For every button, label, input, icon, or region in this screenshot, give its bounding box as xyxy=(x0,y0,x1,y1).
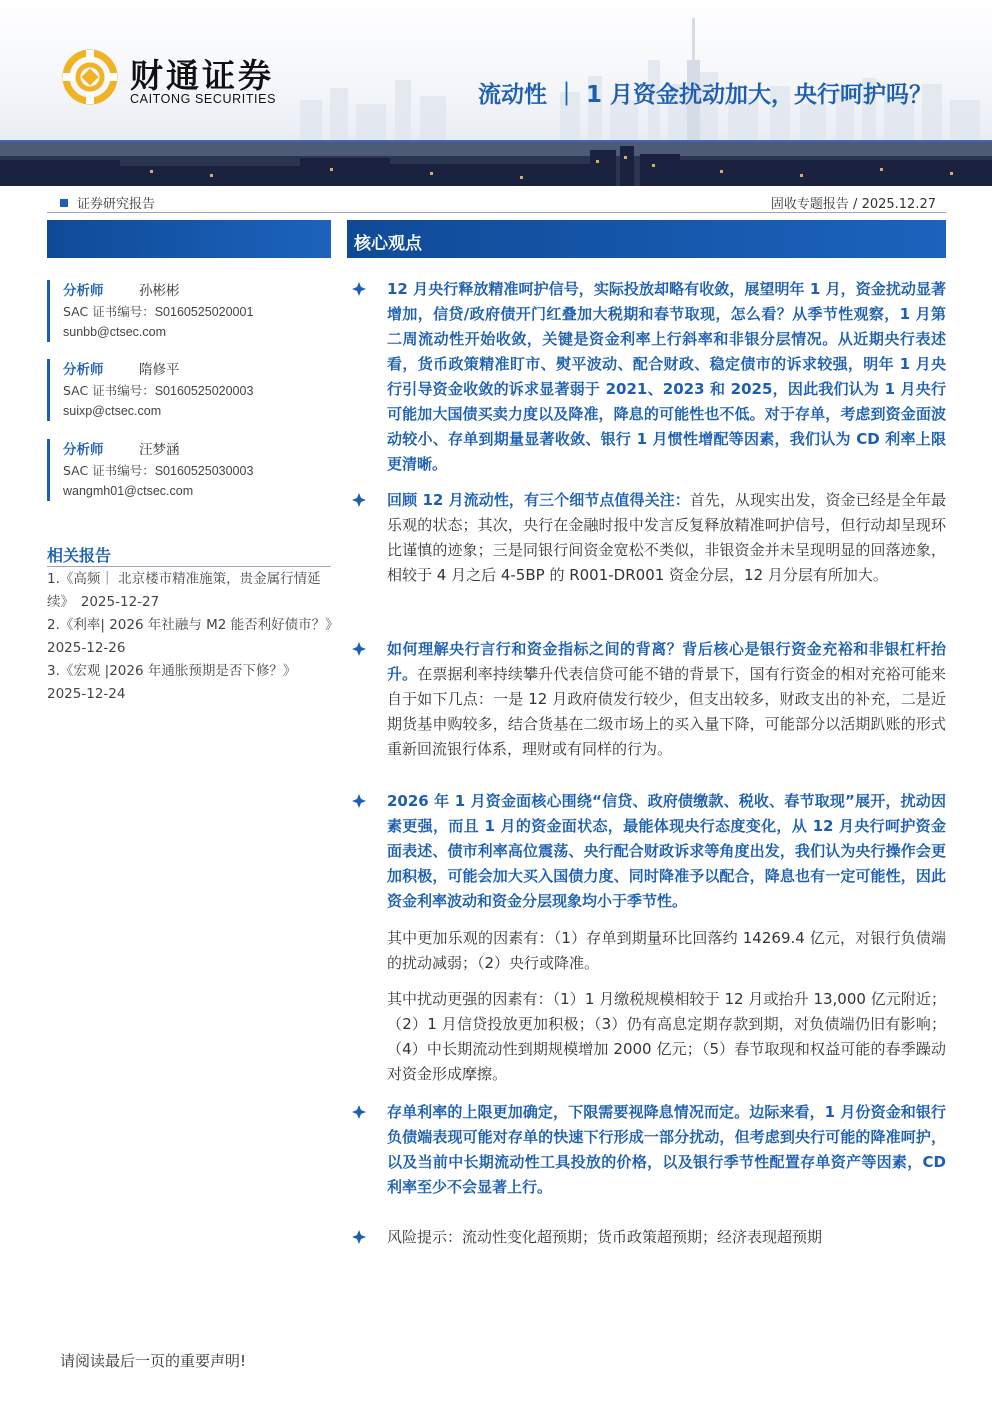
analyst-sac-label: SAC 证书编号： xyxy=(63,304,155,319)
risk-warning-bullet xyxy=(351,1225,946,1250)
analyst-sac-number: S0160525030003 xyxy=(154,464,254,478)
related-reports-title: 相关报告 xyxy=(47,546,112,565)
bullet-text: 存单利率的上限更加确定，下限需要视降息情况而定。边际来看，1 月份资金和银行负债端表现可能对存单的快速下行形成一部分扰动，但考虑到央行可能的降准呵护，以及当前中长期流动性工具投放的价格，以及银行季节性配置存单资产等因素，CD 利率至少不会显著上行。 xyxy=(387,1103,946,1196)
logo-text-en: CAITONG SECURITIES xyxy=(130,92,277,106)
analyst-name: 汪梦涵 xyxy=(139,442,180,458)
analyst-email[interactable]: wangmh01@ctsec.com xyxy=(63,484,194,498)
diamond-bullet-icon xyxy=(351,1229,367,1245)
related-reports-divider xyxy=(47,566,331,567)
related-report-link[interactable]: 2.《利率| 2026 年社融与 M2 能否利好债市？》 2025-12-26 xyxy=(47,617,346,656)
diamond-bullet-icon xyxy=(351,1104,367,1120)
risk-warning-text: 风险提示：流动性变化超预期；货币政策超预期；经济表现超预期 xyxy=(387,1228,823,1246)
bullet-bold-lead: 回顾 12 月流动性，有三个细节点值得关注： xyxy=(387,491,690,509)
analyst-email[interactable]: sunbb@ctsec.com xyxy=(63,325,167,339)
core-view-bullet xyxy=(351,488,946,588)
analyst-sac-number: S0160525020003 xyxy=(154,384,254,398)
diamond-bullet-icon xyxy=(351,281,367,297)
core-views-banner xyxy=(347,220,946,258)
bullet-bold-lead: 如何理解央行言行和资金指标之间的背离？背后核心是银行资金充裕和非银杠杆抬升。 xyxy=(387,640,946,683)
bullet-text: 12 月央行释放精准呵护信号，实际投放却略有收敛，展望明年 1 月，资金扰动显著增加，信贷/政府债开门红叠加大税期和春节取现，怎么看？从季节性观察，1 月第二周流动性开始收敛，关键是资金利率上行斜率和非银分层情况。从近期央行表述看，货币政策精准盯市、熨平波动、配合财政、稳定债市的诉求较强，明年 1 月央行引导资金收敛的诉求显著弱于 2021、2023 和 2025，因此我们认为 1 月央行可能加大国债买卖力度以及降准，降息的可能性也不低。对于存单，考虑到资金面波动较小、存单到期量显著收敛、银行 1 月惯性增配等因素，我们认为 CD 利率上限更清晰。 xyxy=(387,280,946,473)
analyst-sac-label: SAC 证书编号： xyxy=(63,383,155,398)
core-view-bullet xyxy=(351,637,946,762)
disclaimer-note: 请阅读最后一页的重要声明! xyxy=(60,1352,247,1370)
bullet-body: 在票据利率持续攀升代表信贷可能不错的背景下，国有行资金的相对充裕可能来自于如下几点：一是 12 月政府债发行较少，但支出较多，财政支出的补充，二是近期货基申购较多，结合货基在二级市场上的买入量下降，可能部分以活期趴账的形式重新回流银行体系，理财或有同样的行为。 xyxy=(387,665,946,758)
report-type-label xyxy=(60,193,155,212)
related-report-link[interactable]: 3.《宏观 |2026 年通胀预期是否下修？》 2025-12-24 xyxy=(47,663,297,702)
report-category-date: 固收专题报告 / 2025.12.27 xyxy=(770,197,936,212)
diamond-bullet-icon xyxy=(351,793,367,809)
optimistic-factors-paragraph: 其中更加乐观的因素有：（1）存单到期量环比回落约 14269.4 亿元，对银行负债端的扰动减弱；（2）央行或降准。 xyxy=(387,929,946,972)
page-header xyxy=(0,0,992,186)
bullet-text xyxy=(387,488,946,588)
square-bullet-icon xyxy=(60,199,68,207)
analyst-email[interactable]: suixp@ctsec.com xyxy=(63,404,162,418)
company-logo[interactable] xyxy=(62,44,302,114)
analyst-name: 孙彬彬 xyxy=(139,283,180,299)
analyst-role: 分析师 xyxy=(63,283,104,299)
left-column-banner xyxy=(47,220,331,258)
logo-text-cn: 财通证券 xyxy=(130,56,274,95)
report-type-text: 证券研究报告 xyxy=(77,197,156,212)
bullet-text: 2026 年 1 月资金面核心围绕“信贷、政府债缴款、税收、春节取现”展开，扰动因素更强，而且 1 月的资金面状态，最能体现央行态度变化，从 12 月央行呵护资金面表述、债市利率高位震荡、央行配合财政诉求等角度出发，我们认为央行操作会更加积极，可能会加大买入国债力度、同时降准予以配合，降息也有一定可能性，因此资金利率波动和资金分层现象均小于季节性。 xyxy=(387,792,946,910)
analyst-role: 分析师 xyxy=(63,442,104,458)
header-divider xyxy=(47,212,946,213)
analyst-card xyxy=(47,280,331,342)
core-view-bullet xyxy=(351,277,946,477)
diamond-bullet-icon xyxy=(351,492,367,508)
core-view-bullet xyxy=(351,789,946,914)
caitong-logo-icon xyxy=(62,48,118,106)
core-views-title: 核心观点 xyxy=(354,234,422,254)
analyst-sac-number: S0160525020001 xyxy=(154,305,254,319)
analyst-name: 隋修平 xyxy=(139,362,180,378)
disturbance-factors-paragraph: 其中扰动更强的因素有：（1）1 月缴税规模相较于 12 月或抬升 13,000 亿元附近；（2）1 月信贷投放更加积极；（3）仍有高息定期存款到期，对负债端仍旧有影响；（4）中长期流动性到期规模增加 2000 亿元；（5）春节取现和权益可能的春季躁动对资金形成摩擦。 xyxy=(387,990,946,1083)
core-view-bullet xyxy=(351,1100,946,1200)
diamond-bullet-icon xyxy=(351,641,367,657)
related-report-link[interactable]: 1.《高频｜ 北京楼市精准施策，贵金属行情延续》 2025-12-27 xyxy=(47,571,321,610)
analyst-sac-label: SAC 证书编号： xyxy=(63,463,155,478)
analyst-card xyxy=(47,439,331,501)
analyst-card xyxy=(47,359,331,421)
bullet-body: 首先，从现实出发，资金已经是全年最乐观的状态；其次，央行在金融时报中发言反复释放精准呵护信号，但行动却呈现环比谨慎的迹象；三是同银行间资金宽松不类似，非银资金并未呈现明显的回落迹象，相较于 4 月之后 4-5BP 的 R001-DR001 资金分层，12 月分层有所加大。 xyxy=(387,491,946,584)
related-reports-list xyxy=(47,568,346,706)
bullet-text xyxy=(387,637,946,762)
analyst-role: 分析师 xyxy=(63,362,104,378)
report-title: 流动性 ｜ 1 月资金扰动加大，央行呵护吗？ xyxy=(477,82,932,108)
